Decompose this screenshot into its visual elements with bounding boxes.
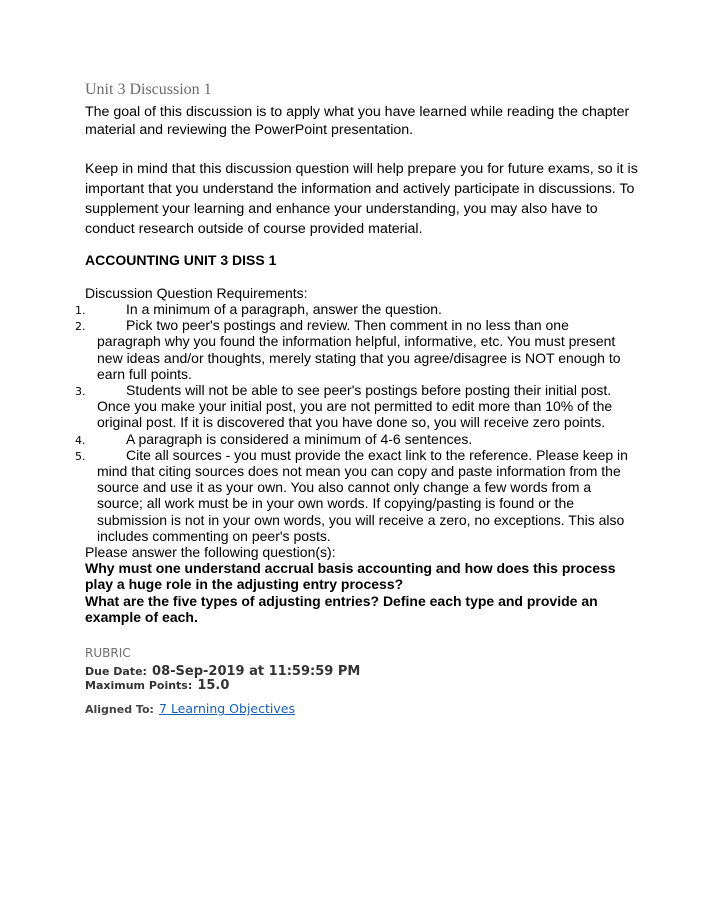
aligned-to-label: Aligned To: xyxy=(85,703,154,716)
answer-section xyxy=(85,544,645,625)
requirement-number: 3. xyxy=(75,385,86,399)
requirement-number: 4. xyxy=(75,433,86,447)
requirement-number: 2. xyxy=(75,320,86,334)
requirement-item xyxy=(75,317,635,382)
instructions-paragraph: Keep in mind that this discussion question will help prepare you for future exams, so it is important that you understand the information and actively participate in discussions. To supplement your learning and enhance your understanding, you may also have to conduct research outside of course provided material. xyxy=(85,161,638,237)
maximum-points-value: 15.0 xyxy=(197,678,230,693)
requirement-number: 1. xyxy=(75,304,86,317)
rubric-label: RUBRIC xyxy=(85,646,131,660)
due-date-label: Due Date: xyxy=(85,665,147,678)
due-date-value: 08-Sep-2019 at 11:59:59 PM xyxy=(152,664,361,679)
question-1: Why must one understand accrual basis accounting and how does this process play a huge role in the adjusting entry process? xyxy=(85,560,616,593)
requirement-text: Cite all sources - you must provide the exact link to the reference. Please keep in mind that citing sources does not mean you can copy and paste information from the source and use it as your own. You also cannot only change a few words from a source; all work must be in your own words. If copying/pasting is found or the submission is not in your own words, you will receive a zero, no exceptions. This also includes commenting on peer's posts. xyxy=(97,446,628,544)
requirement-text: A paragraph is considered a minimum of 4-6 sentences. xyxy=(126,430,473,447)
requirement-item xyxy=(75,382,635,431)
requirement-item xyxy=(75,301,635,317)
maximum-points-label: Maximum Points: xyxy=(85,679,193,692)
intro-paragraph: The goal of this discussion is to apply what you have learned while reading the chapter material and reviewing the PowerPoint presentation. xyxy=(85,104,630,138)
requirement-number: 5. xyxy=(75,449,86,463)
requirements-label: Discussion Question Requirements: xyxy=(85,285,308,301)
requirement-text: In a minimum of a paragraph, answer the question. xyxy=(126,301,442,317)
question-2: What are the five types of adjusting entries? Define each type and provide an example of each. xyxy=(85,592,598,625)
requirement-text: Pick two peer's postings and review. Then comment in no less than one paragraph why you found the information helpful, informative, etc. You must present new ideas and/or thoughts, merely stating that you agree/disagree is NOT enough to earn full points. xyxy=(97,317,621,382)
aligned-to xyxy=(85,698,295,717)
requirement-item xyxy=(75,431,635,447)
requirements-list xyxy=(75,301,635,544)
requirement-text: Students will not be able to see peer's postings before posting their initial post. Once you make your initial post, you are not permitted to edit more than 10% of the original post. If it is discovered that you have done so, you will receive zero points. xyxy=(97,382,613,431)
section-heading: ACCOUNTING UNIT 3 DISS 1 xyxy=(85,252,277,268)
page-title: Unit 3 Discussion 1 xyxy=(85,81,212,98)
requirement-item xyxy=(75,447,635,544)
maximum-points xyxy=(85,674,229,693)
answer-prompt: Please answer the following question(s): xyxy=(85,544,336,560)
learning-objectives-link[interactable]: 7 Learning Objectives xyxy=(159,701,295,716)
